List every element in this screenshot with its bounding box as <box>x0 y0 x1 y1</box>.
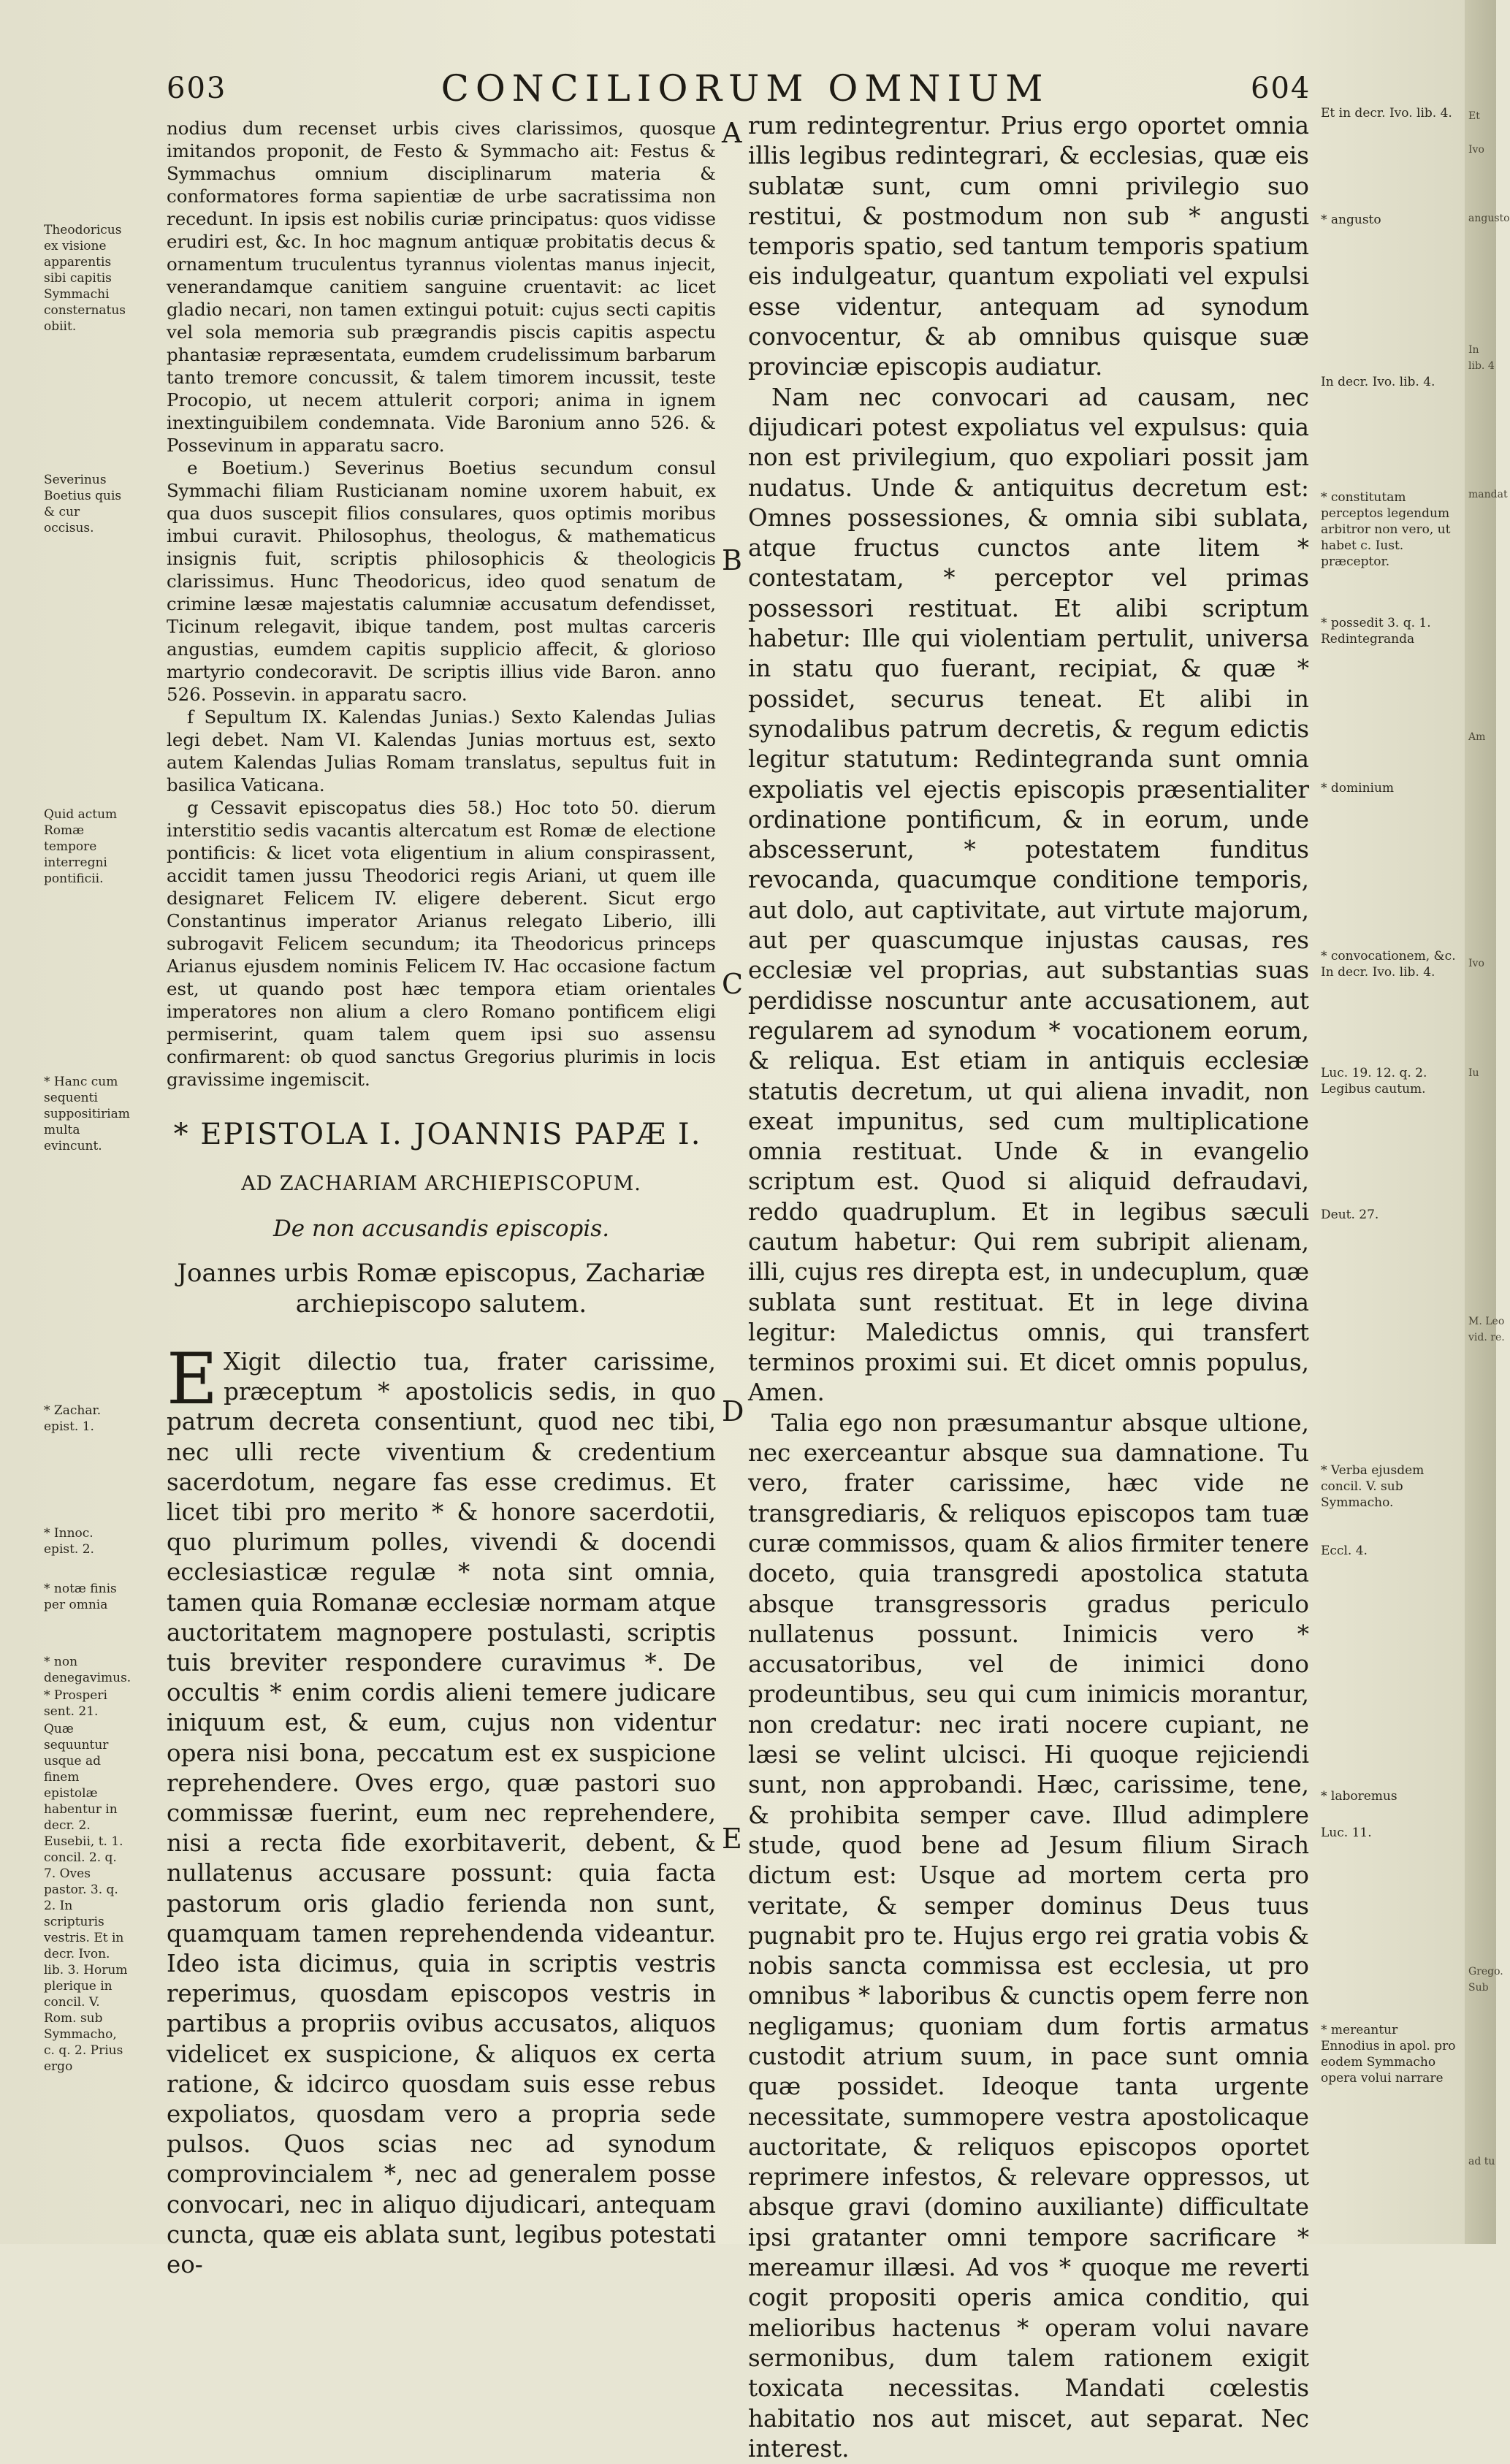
page-number-left: 603 <box>167 72 227 105</box>
margin-note-right: Eccl. 4. <box>1321 1544 1368 1558</box>
epistle-text-left <box>167 1338 716 2280</box>
margin-note-left: * non denegavimus. <box>44 1655 131 1685</box>
footnote-f: f Sepultum IX. Kalendas Junias.) Sexto Kalendas Julias legi debet. Nam VI. Kalendas Junias mortuus est, sexto autem Kalendas Julias Romam translatus, sepultus fuit in basilica Vaticana. <box>167 706 716 796</box>
edge-fragment: Iu <box>1468 1067 1479 1079</box>
margin-note-right: Luc. 11. <box>1321 1826 1372 1840</box>
margin-note-left: * Zachar. epist. 1. <box>44 1403 102 1434</box>
epistle-text-right-3: Talia ego non præsumantur absque ultione, nec exerceantur absque sua damnatione. Tu vero, frater carissime, hæc vide ne transgrediaris, & reliquos episcopos tam tuæ curæ commissos, quam & alios firmiter tenere doceto, quia transgredi apostolica statuta absque transgressoris gradus periculo nullatenus possunt. Inimicis vero * accusatoribus, vel de inimici dono prodeuntibus, seu qui cum inimicis morantur, non credatur: nec irati nocere cupiant, ne læsi se velint ulcisci. Hi quoque rejiciendi sunt, non approbandi. Hæc, carissime, tene, & prohibita semper cave. Illud adimplere stude, quod bene ad Jesum filium Sirach dictum est: Usque ad mortem certa pro veritate, & semper dominus Deus tuus pugnabit pro te. Hujus ergo rei gratia vobis & nobis sancta commissa est ecclesia, ut pro omnibus * laboribus & cunctis opem ferre non negligamus; quoniam dum fortis armatus custodit atrium suum, in pace sunt omnia quæ possidet. Ideoque tanta urgente necessitate, summopere vestra apostolicaque auctoritate, & reliquos episcopos oportet reprimere infestos, & relevare oppressos, ut absque gravi (domino auxiliante) difficultate ipsi gratanter omni tempore sacrificare * mereamur illæsi. Ad vos * quoque me reverti cogit propositi operis amica conditio, qui melioribus hactenus * operam volui navare sermonibus, dum talem rationem exigit toxicata necessitas. Mandati cœlestis habitatio nos aut miscet, aut separat. Nec interest. <box>748 1408 1309 2463</box>
margin-note-right: * possedit 3. q. 1. Redintegranda <box>1321 616 1431 646</box>
page-gutter <box>1465 0 1510 2244</box>
margin-note-left: * Innoc. epist. 2. <box>44 1526 94 1557</box>
margin-note-left: * notæ finis per omnia <box>44 1582 117 1612</box>
margin-note-left: Quæ sequuntur usque ad finem epistolæ habentur in decr. 2. Eusebii, t. 1. concil. 2. q. 7. Oves pastor. 3. q. 2. In scripturis vestris. Et in decr. Ivon. lib. 3. Horum plerique in concil. V. Rom. sub Symmacho, c. q. 2. Prius ergo <box>44 1722 128 2074</box>
footnote-e: e Boetium.) Severinus Boetius secundum consul Symmachi filiam Rusticianam nomine uxorem habuit, ex qua duos suscepit filios consulares, quos optimis moribus imbui curavit. Philosophus, theologus, & mathematicus insignis fuit, scriptis philosophicis & theologicis clarissimus. Hunc Theodoricus, ideo quod senatum de crimine læsæ majestatis calumniæ accusatum defendisset, Ticinum relegavit, ibique tandem, post multas carceris angustias, eumdem capitis supplicio affecit, & glorioso martyrio condecoravit. De scriptis illius vide Baron. anno 526. Possevin. in apparatu sacro. <box>167 457 716 705</box>
margin-note-right: Et in decr. Ivo. lib. 4. <box>1321 106 1452 121</box>
section-marker-c: C <box>722 968 744 1000</box>
footnote-d: nodius dum recenset urbis cives clarissimos, quosque imitandos proponit, de Festo & Symmacho ait: Festus & Symmachus omnium disciplinarum materia & conformatores forma sapientiæ de urbe sacratissima non recedunt. In ipsis est nobilis curiæ principatus: quos vidisse erudiri est, &c. In hoc magnum antiquæ probitatis decus & ornamentum truculentus tyrannus violentas manus injecit, venerandamque canitiem sanguine cruentavit: ac licet gladio necari, non tamen extingui potuit: cujus secti capitis vel sola memoria sub prægrandis piscis capitis aspectu phantasiæ repræsentata, eumdem crudelissimum barbarum tanto tremore concussit, & talem timorem incussit, teste Procopio, ut necem attulerit corpori; anima in ignem inextinguibilem condemnata. Vide Baronium anno 526. & Possevinum in apparatu sacro. <box>167 118 716 456</box>
margin-note-right: * angusto <box>1321 213 1381 227</box>
epistle-text-right-1: rum redintegrentur. Prius ergo oportet omnia illis legibus redintegrari, & ecclesias, quæ eis sublatæ sunt, cum omni privilegio suo restitui, & postmodum non sub * angusti temporis spatio, sed tantum temporis spatium eis indulgeatur, quantum expoliati vel expulsi esse videntur, antequam ad synodum convocentur, & ab omnibus quisque suæ provinciæ episcopis audiatur. <box>748 112 1309 381</box>
edge-fragment: Ivo <box>1468 958 1484 969</box>
margin-note-right: Luc. 19. 12. q. 2. Legibus cautum. <box>1321 1066 1427 1096</box>
edge-fragment: angusto <box>1468 213 1510 224</box>
epistle-text-left-body: Xigit dilectio tua, frater carissime, præceptum * apostolicis sedis, in quo patrum decreta consentiunt, quod nec tibi, nec ulli recte viventium & credentium sacerdotum, negare fas esse credimus. Et licet tibi pro merito * & honore sacerdotii, quo plurimum polles, vivendi & docendi ecclesiasticæ regulæ * nota sint omnia, tamen quia Romanæ ecclesiæ normam atque auctoritatem magnopere postulasti, scriptis tuis breviter respondere curavimus *. De occultis * enim cordis alieni temere judicare iniquum est, & eum, cujus non videntur opera nisi bona, peccatum est ex suspicione reprehendere. Oves ergo, quæ pastori suo commissæ fuerint, eum nec reprehendere, nisi a recta fide exorbitaverit, debent, & nullatenus accusare possunt: quia facta pastorum oris gladio ferienda non sunt, quamquam tamen reprehendenda videantur. Ideo ista dicimus, quia in scriptis vestris reperimus, quosdam episcopos vestris in partibus a propriis ovibus accusatos, aliquos videlicet ex suspicione, & aliquos ex certa ratione, & idcirco quosdam suis esse rebus expoliatos, quosdam vero a propria sede pulsos. Quos scias nec ad synodum comprovincialem *, nec ad generalem posse convocari, nec in aliquo dijudicari, antequam cuncta, quæ eis ablata sunt, legibus potestati eo- <box>167 1348 716 2279</box>
footnote-g: g Cessavit episcopatus dies 58.) Hoc toto 50. dierum interstitio sedis vacantis altercatum est Romæ de electione pontificis: & licet vota eligentium in alium conspirassent, accidit tamen jussu Theodorici regis Ariani, ut quem ille designaret Felicem IV. eligere deberent. Sicut ergo Constantinus imperator Arianus relegato Liberio, illi subrogavit Felicem secundum; ita Theodoricus princeps Arianus ejusdem nominis Felicem IV. Hac occasione factum est, ut quando post hæc tempora etiam orientales imperatores non alium a clero Romano pontificem eligi permiserint, quam talem quem ipsi suo assensu confirmarent: ob quod sanctus Gregorius plurimis in locis gravissime ingemiscit. <box>167 797 716 1090</box>
epistle-addressee: AD ZACHARIAM ARCHIEPISCOPUM. <box>241 1172 641 1195</box>
edge-fragment: M. Leo <box>1468 1316 1505 1327</box>
section-marker-e: E <box>722 1823 742 1855</box>
right-column <box>748 111 1309 2464</box>
margin-note-left: * Hanc cum sequenti suppositiriam multa evincunt. <box>44 1075 130 1153</box>
margin-note-right: * constitutam perceptos legendum arbitror non vero, ut habet c. Iust. præceptor. <box>1321 490 1451 569</box>
edge-fragment: Am <box>1468 731 1486 743</box>
epistle-text-right-2: Nam nec convocari ad causam, nec dijudicari potest expoliatus vel expulsus: quia non est privilegium, quo expoliari possit jam nudatus. Unde & antiquitus decretum est: Omnes possessiones, & omnia sibi sublata, atque fructus cunctos ante litem * contestatam, * perceptor vel primas possessori restituat. Et alibi scriptum habetur: Ille qui violentiam pertulit, universa in statu quo fuerant, recipiat, & quæ * possidet, securus teneat. Et alibi in synodalibus patrum decretis, & regum edictis legitur statutum: Redintegranda sunt omnia expoliatis vel ejectis episcopis præsentialiter ordinatione pontificum, & in eorum, unde abscesserunt, * potestatem funditus revocanda, quacumque conditione temporis, aut dolo, aut captivitate, aut virtute majorum, aut per quascumque injustas causas, res ecclesiæ vel proprias, aut substantias suas perdidisse noscuntur ante accusationem, aut regularem ad synodum * vocationem eorum, & reliqua. Est etiam in antiquis ecclesiæ statutis decretum, ut qui aliena invadit, non exeat impunitus, sed cum multiplicatione omnia restituat. Unde & in evangelio scriptum est. Quod si aliquid defraudavi, reddo quadruplum. Et in legibus sæculi cautum habetur: Qui rem subripit alienam, illi, cujus res direpta est, in undecuplum, quæ sublata sunt restituat. Et in lege divina legitur: Maledictus omnis, qui transfert terminos proximi sui. Et dicet omnis populus, Amen. <box>748 383 1309 1407</box>
edge-fragment: Et <box>1468 110 1480 122</box>
margin-note-right: * Verba ejusdem concil. V. sub Symmacho. <box>1321 1463 1425 1510</box>
section-marker-d: D <box>722 1395 744 1427</box>
margin-note-right: * dominium <box>1321 781 1395 796</box>
epistle-salutation: Joannes urbis Romæ episcopus, Zachariæ archiepiscopo salutem. <box>177 1259 706 1319</box>
edge-fragment: vid. re. <box>1468 1332 1505 1343</box>
section-marker-a: A <box>722 117 742 149</box>
edge-fragment: Ivo <box>1468 144 1484 156</box>
epistle-subject: De non accusandis episcopis. <box>272 1216 610 1242</box>
running-head: CONCILIORUM OMNIUM <box>441 67 1050 110</box>
edge-fragment: Grego. <box>1468 1966 1503 1977</box>
edge-fragment: mandat <box>1468 489 1508 500</box>
edge-fragment: Sub <box>1468 1982 1489 1994</box>
margin-note-right: In decr. Ivo. lib. 4. <box>1321 375 1435 389</box>
epistle-title: * EPISTOLA I. JOANNIS PAPÆ I. <box>173 1118 702 1151</box>
edge-fragment: lib. 4 <box>1468 360 1495 372</box>
margin-note-left: * Prosperi sent. 21. <box>44 1688 107 1719</box>
left-column <box>167 117 716 2280</box>
margin-note-left: Quid actum Romæ tempore interregni pontificii. <box>44 807 118 886</box>
edge-fragment: In <box>1468 344 1479 356</box>
margin-note-left: Theodoricus ex visione apparentis sibi capitis Symmachi consternatus obiit. <box>44 223 126 334</box>
margin-note-right: * mereantur Ennodius in apol. pro eodem Symmacho opera volui narrare <box>1321 2023 1456 2086</box>
margin-note-left: Severinus Boetius quis & cur occisus. <box>44 473 122 535</box>
page-number-right: 604 <box>1251 72 1311 105</box>
margin-note-right: Deut. 27. <box>1321 1208 1379 1222</box>
margin-note-right: * laboremus <box>1321 1789 1397 1804</box>
section-marker-b: B <box>722 544 742 576</box>
margin-note-right: * convocationem, &c. In decr. Ivo. lib. 4. <box>1321 949 1456 980</box>
drop-cap: E <box>167 1338 218 1420</box>
edge-fragment: ad tu <box>1468 2156 1495 2167</box>
